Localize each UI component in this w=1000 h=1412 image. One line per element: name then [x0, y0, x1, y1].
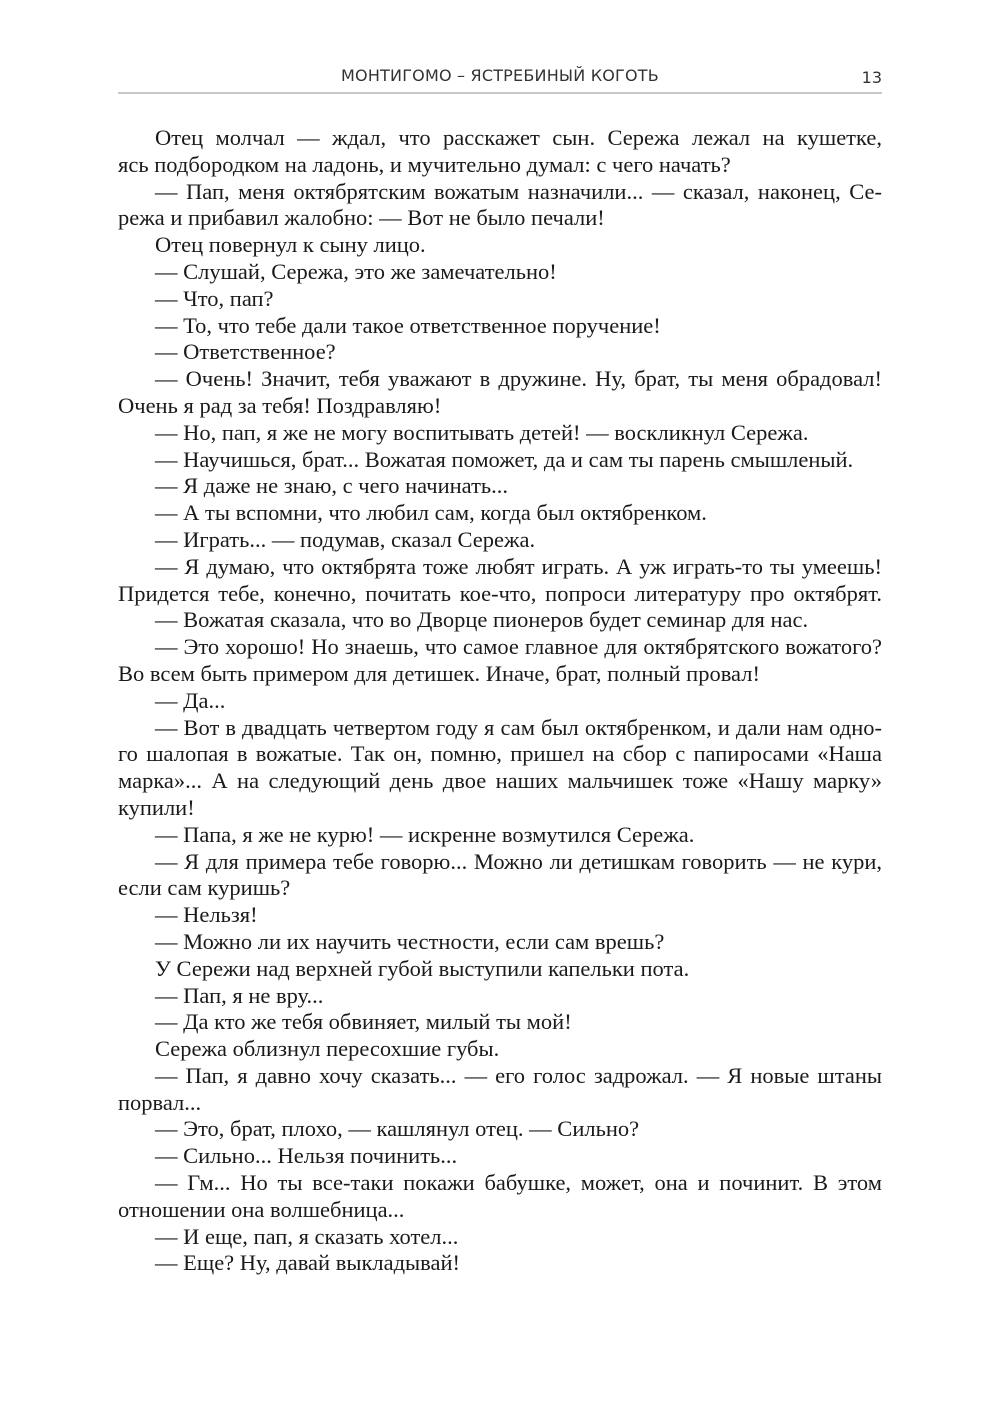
running-header-title: МОНТИГОМО – ЯСТРЕБИНЫЙ КОГОТЬ: [341, 66, 659, 85]
text-line: — Что, пап?: [155, 285, 274, 311]
text-line: Отец повернул к сыну лицо.: [155, 232, 426, 258]
text-line: — Научишься, брат... Вожатая поможет, да и сам ты парень смышленый.: [155, 446, 854, 472]
text-line: — Вот в двадцать четвертом году я сам был октябренком, и дали нам одно-: [155, 714, 882, 740]
text-line: если сам куришь?: [118, 875, 291, 901]
text-line: — Сильно... Нельзя починить...: [155, 1143, 458, 1169]
text-line: — Ответственное?: [155, 339, 336, 365]
text-line: — Это хорошо! Но знаешь, что самое главное для октябрятского вожатого?: [155, 634, 882, 660]
text-line: — Пап, я не вру...: [155, 982, 324, 1008]
text-line: — Очень! Значит, тебя уважают в дружине. Ну, брат, ты меня обрадовал!: [155, 366, 882, 392]
body-text: [118, 125, 882, 1277]
text-line: Во всем быть примером для детишек. Иначе, брат, полный провал!: [118, 660, 760, 686]
text-line: — Нельзя!: [155, 902, 258, 928]
text-line: — Еще? Ну, давай выкладывай!: [155, 1250, 461, 1276]
text-line: Придется тебе, конечно, почитать кое-что, попроси литературу про октябрят.: [118, 580, 882, 606]
text-line: — А ты вспомни, что любил сам, когда был октябренком.: [155, 500, 707, 526]
text-line: — Да...: [155, 687, 226, 713]
text-line: — Пап, меня октябрятским вожатым назначили... — сказал, наконец, Се-: [155, 178, 882, 204]
text-line: — Я для примера тебе говорю... Можно ли детишкам говорить — не кури,: [155, 848, 882, 874]
text-line: — Я думаю, что октябрята тоже любят играть. А уж играть-то ты умеешь!: [155, 553, 882, 579]
text-line: — И еще, пап, я сказать хотел...: [155, 1223, 459, 1249]
text-line: купили!: [118, 794, 195, 820]
text-line: — Я даже не знаю, с чего начинать...: [155, 473, 509, 499]
text-line: — Пап, я давно хочу сказать... — его голос задрожал. — Я новые штаны: [155, 1062, 882, 1088]
text-line: — Папа, я же не курю! — искренне возмутился Сережа.: [155, 821, 695, 847]
text-line: — То, что тебе дали такое ответственное поручение!: [155, 312, 661, 338]
text-line: порвал...: [118, 1089, 202, 1115]
text-line: — Это, брат, плохо, — кашлянул отец. — Сильно?: [155, 1116, 640, 1142]
text-line: — Слушай, Сережа, это же замечательно!: [155, 258, 557, 284]
page-number: 13: [861, 68, 882, 87]
text-line: Очень я рад за тебя! Поздравляю!: [118, 392, 442, 418]
text-line: марка»... А на следующий день двое наших мальчишек тоже «Нашу марку»: [118, 768, 882, 794]
text-line: режа и прибавил жалобно: — Вот не было печали!: [118, 205, 605, 231]
text-line: — Да кто же тебя обвиняет, милый ты мой!: [155, 1009, 572, 1035]
text-line: Отец молчал — ждал, что расскажет сын. Сережа лежал на кушетке,: [155, 125, 882, 150]
text-line: ясь подбородком на ладонь, и мучительно думал: с чего начать?: [118, 151, 731, 177]
text-line: У Сережи над верхней губой выступили капельки пота.: [155, 955, 690, 981]
text-line: — Можно ли их научить честности, если сам врешь?: [155, 928, 665, 954]
text-line: — Играть... — подумав, сказал Сережа.: [155, 526, 536, 552]
text-line: — Гм... Но ты все-таки покажи бабушке, может, она и починит. В этом: [155, 1170, 882, 1196]
text-line: — Но, пап, я же не могу воспитывать детей! — воскликнул Сережа.: [155, 419, 809, 445]
text-line: — Вожатая сказала, что во Дворце пионеров будет семинар для нас.: [155, 607, 809, 633]
text-line: отношении она волшебница...: [118, 1196, 405, 1222]
text-line: Сережа облизнул пересохшие губы.: [155, 1036, 500, 1062]
header-rule: [118, 92, 882, 94]
text-line: го шалопая в вожатые. Так он, помню, пришел на сбор с папиросами «Наша: [118, 741, 882, 767]
